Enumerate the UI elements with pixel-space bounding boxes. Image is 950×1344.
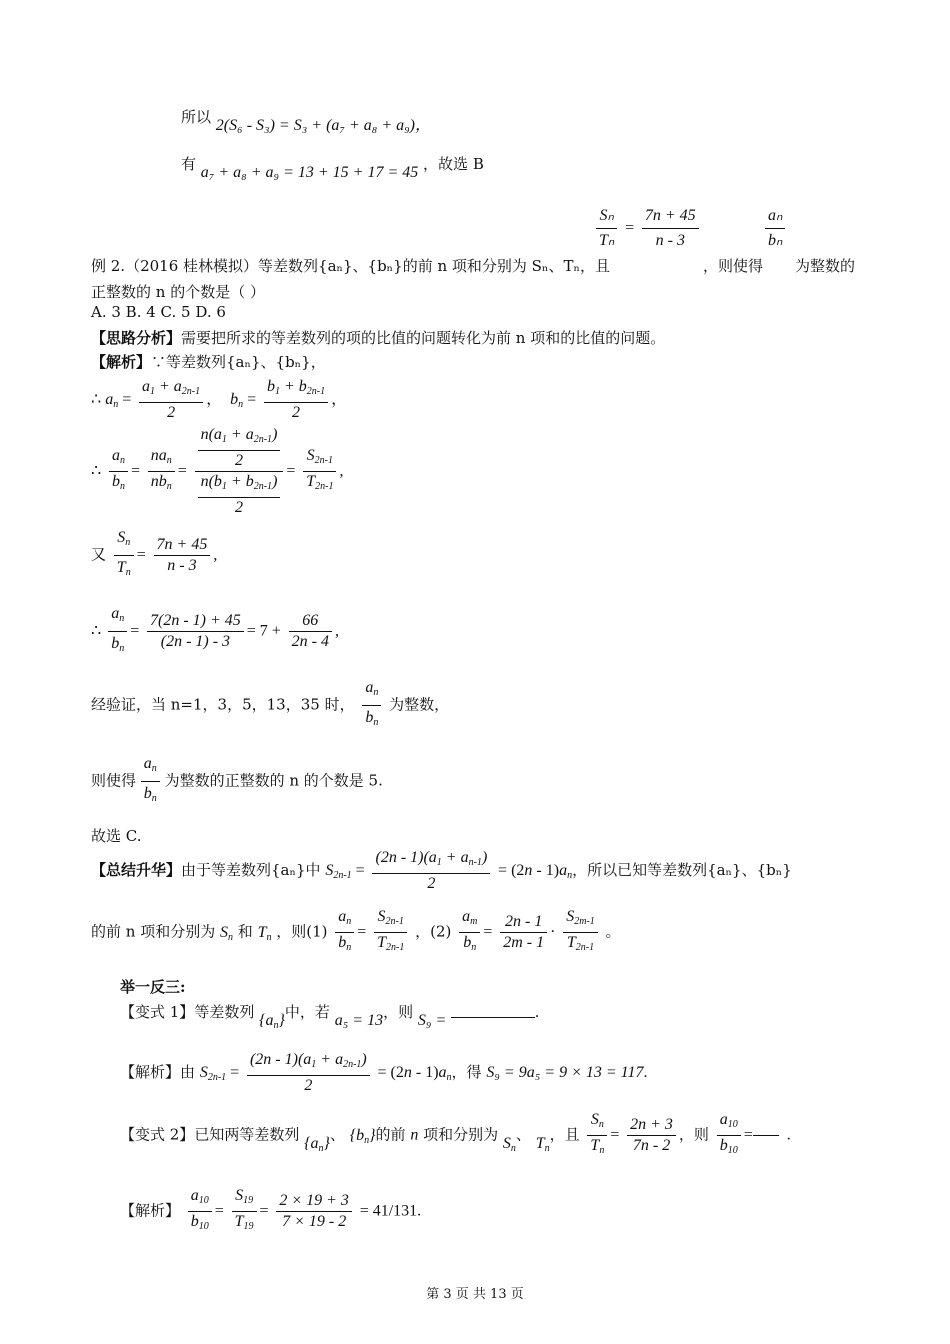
you-label: 有: [181, 155, 197, 173]
jiexi2-line: 【解析】 $\frac{a_{10}}{b_{10}}$ = $\frac{S_{19}}{T_{19}}$ = $\frac{2 \times 19 + 3}{7 \times 19 - 2}$ = 41/131.: [120, 1187, 422, 1232]
variant2-line: 【变式 2】已知两等差数列 $\{a_n\}$、 $\{b_n\}$的前 n 项和分别为 $S_n$、 $T_n$，且 $\frac{S_n}{T_n}$ = $\frac{2n + 3}{7n - 2}$ ，则 $\frac{a_{10}}{b_{10}}$ = .: [120, 1111, 791, 1156]
answer-line: 故选 C.: [91, 827, 142, 845]
example-ratio: [762, 204, 788, 253]
example-line1: 例 2.（2016 桂林模拟）等差数列{aₙ}、{bₙ}的前 n 项和分别为 Sₙ、Tₙ，且: [91, 257, 610, 275]
verify-line: 经验证，当 n=1，3，5，13，35 时， $\frac{a_n}{b_n}$ 为整数，: [91, 676, 449, 735]
summary-line1: 【总结升华】由于等差数列{aₙ}中 $S_{2n-1}$ = $\frac{(2n - 1)(a_1 + a_{n-1})}{2}$ = $(2n - 1)a_n$，所以已知等差数列{aₙ}、{bₙ}: [91, 849, 792, 892]
step3-formula: 又 $\frac{S_n}{T_n}$ = $\frac{7n + 45}{n - 3}$ ,: [91, 526, 217, 585]
summary-line2: 的前 n 项和分别为 $S_n$ 和 $T_n$ ，则(1) $\frac{a_n}{b_n}$ = $\frac{S_{2n-1}}{T_{2n-1}}$ ，(2) $\frac{a_m}{b_n}$ = $\frac{2n - 1}{2m - 1}$ · $\frac{S_{2m-1}}{T_{2n-1}}$ 。: [91, 908, 621, 953]
suoyi-formula: 2(S₆ - S₃) = S₃ + (a₇ + a₈ + a₉)，: [215, 117, 432, 134]
example-options: A. 3 B. 4 C. 5 D. 6: [91, 303, 226, 321]
page-footer: 第 3 页 共 13 页: [426, 1287, 524, 1302]
example-line1-mid: ，则使得: [703, 257, 764, 275]
suoyi-line: [181, 104, 432, 134]
step1-formula: ∴ $a_n$ = $\frac{a_1 + a_{2n-1}}{2}$ ， $b_n$ = $\frac{b_1 + b_{2n-1}}{2}$ ，: [91, 378, 348, 421]
answer-blank-2: [753, 1135, 779, 1136]
jiexi-line: 【解析】∵等差数列{aₙ}、{bₙ}，: [91, 353, 326, 371]
conclude-line: 则使得 $\frac{a_n}{b_n}$ 为整数的正整数的 n 的个数是 5.: [91, 752, 383, 811]
step4-formula: ∴ $\frac{a_n}{b_n}$ = $\frac{7(2n - 1) + 45}{(2n - 1) - 3}$ = 7 + $\frac{66}{2n - 4}$ ,: [91, 602, 339, 661]
silu-line: 【思路分析】需要把所求的等差数列的项的比值的问题转化为前 n 项和的比值的问题。: [91, 329, 666, 347]
you-line: [181, 153, 484, 181]
practice-title: 举一反三:: [120, 978, 186, 996]
example-line1-end: 为整数的: [795, 257, 856, 275]
sn-tn-fraction: $\frac{\text{Sₙ}}{\text{Tₙ}}$: [596, 204, 617, 253]
silu-label: 【思路分析】: [91, 329, 182, 347]
an-bn-fraction: $\frac{\text{aₙ}}{\text{bₙ}}$: [765, 204, 785, 253]
suoyi-label: 所以: [181, 108, 212, 126]
jiexi1-line: 【解析】由 $S_{2n-1}$ = $\frac{(2n - 1)(a_1 + a_{2n-1})}{2}$ = $(2n - 1)a_n$，得 S₉ = 9a₅ = 9 × 13 = 117.: [120, 1051, 648, 1094]
condition-rhs-fraction: $\frac{7n + 45}{n - 3}$: [642, 204, 699, 253]
step2-formula: ∴ $\frac{a_n}{b_n}$ = $\frac{na_n}{nb_n}$ = $\frac{\frac{n(a_1 + a_{2n-1})}{2}}{\frac{n(b_1 + b_{2n-1})}{2}}$ = $\frac{S_{2n-1}}{T_{2n-1}}$ ,: [91, 426, 344, 516]
jiexi-label: 【解析】: [91, 353, 152, 371]
example-condition: $\frac{\text{Sₙ}}{\text{Tₙ}}$ = $\frac{7n + 45}{n - 3}$: [593, 204, 702, 253]
you-tail: ，故选 B: [423, 155, 484, 173]
answer-blank-1: [451, 1017, 535, 1018]
you-formula: a₇ + a₈ + a₉ = 13 + 15 + 17 = 45: [200, 164, 419, 181]
variant1-line: 【变式 1】等差数列 $\{a_n\}$中，若 a₅ = 13，则 S₉ = .: [120, 1003, 540, 1031]
example-line2: 正整数的 n 的个数是（ ）: [91, 283, 265, 301]
